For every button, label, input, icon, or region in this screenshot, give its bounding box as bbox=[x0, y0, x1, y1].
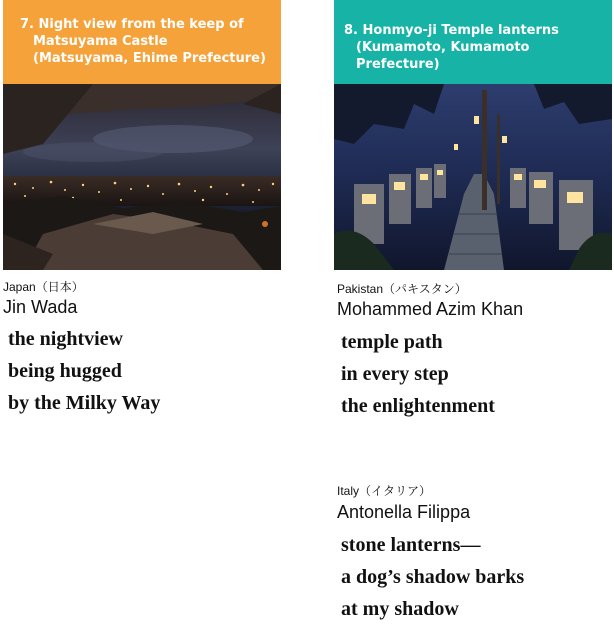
haiku-line: the enlightenment bbox=[341, 395, 495, 417]
photo-honmyoji-lanterns bbox=[334, 84, 612, 270]
country-pakistan: Pakistan（パキスタン） bbox=[337, 282, 467, 296]
photo-matsuyama-night-view bbox=[3, 84, 281, 270]
author-jin-wada: Jin Wada bbox=[3, 297, 78, 317]
banner-7-title-line2: Matsuyama Castle bbox=[33, 34, 168, 49]
haiku-mohammed-azim-khan bbox=[341, 326, 495, 422]
banner-8-title-line2: (Kumamoto, Kumamoto Prefecture) bbox=[356, 40, 530, 72]
country-japan: Japan（日本） bbox=[3, 280, 84, 294]
haiku-line: the nightview bbox=[8, 328, 123, 350]
author-antonella-filippa: Antonella Filippa bbox=[337, 502, 471, 522]
haiku-antonella-filippa bbox=[341, 529, 524, 625]
banner-8-title-line1: 8. Honmyo-ji Temple lanterns bbox=[344, 23, 559, 38]
haiku-jin-wada bbox=[8, 323, 160, 419]
banner-7-title-line1: 7. Night view from the keep of bbox=[20, 17, 244, 32]
haiku-card-7 bbox=[3, 0, 281, 270]
haiku-line: in every step bbox=[341, 363, 449, 385]
banner-7-title-line3: (Matsuyama, Ehime Prefecture) bbox=[33, 51, 266, 66]
haiku-line: a dog’s shadow barks bbox=[341, 566, 525, 588]
haiku-line: stone lanterns— bbox=[341, 534, 481, 556]
author-mohammed-azim-khan: Mohammed Azim Khan bbox=[337, 299, 524, 319]
banner-8 bbox=[334, 0, 612, 84]
haiku-line: temple path bbox=[341, 331, 443, 353]
country-italy: Italy（イタリア） bbox=[337, 484, 432, 498]
banner-7 bbox=[3, 0, 281, 84]
haiku-line: at my shadow bbox=[341, 598, 459, 620]
haiku-card-8 bbox=[334, 0, 612, 270]
haiku-line: being hugged bbox=[8, 360, 122, 382]
haiku-line: by the Milky Way bbox=[8, 392, 161, 414]
